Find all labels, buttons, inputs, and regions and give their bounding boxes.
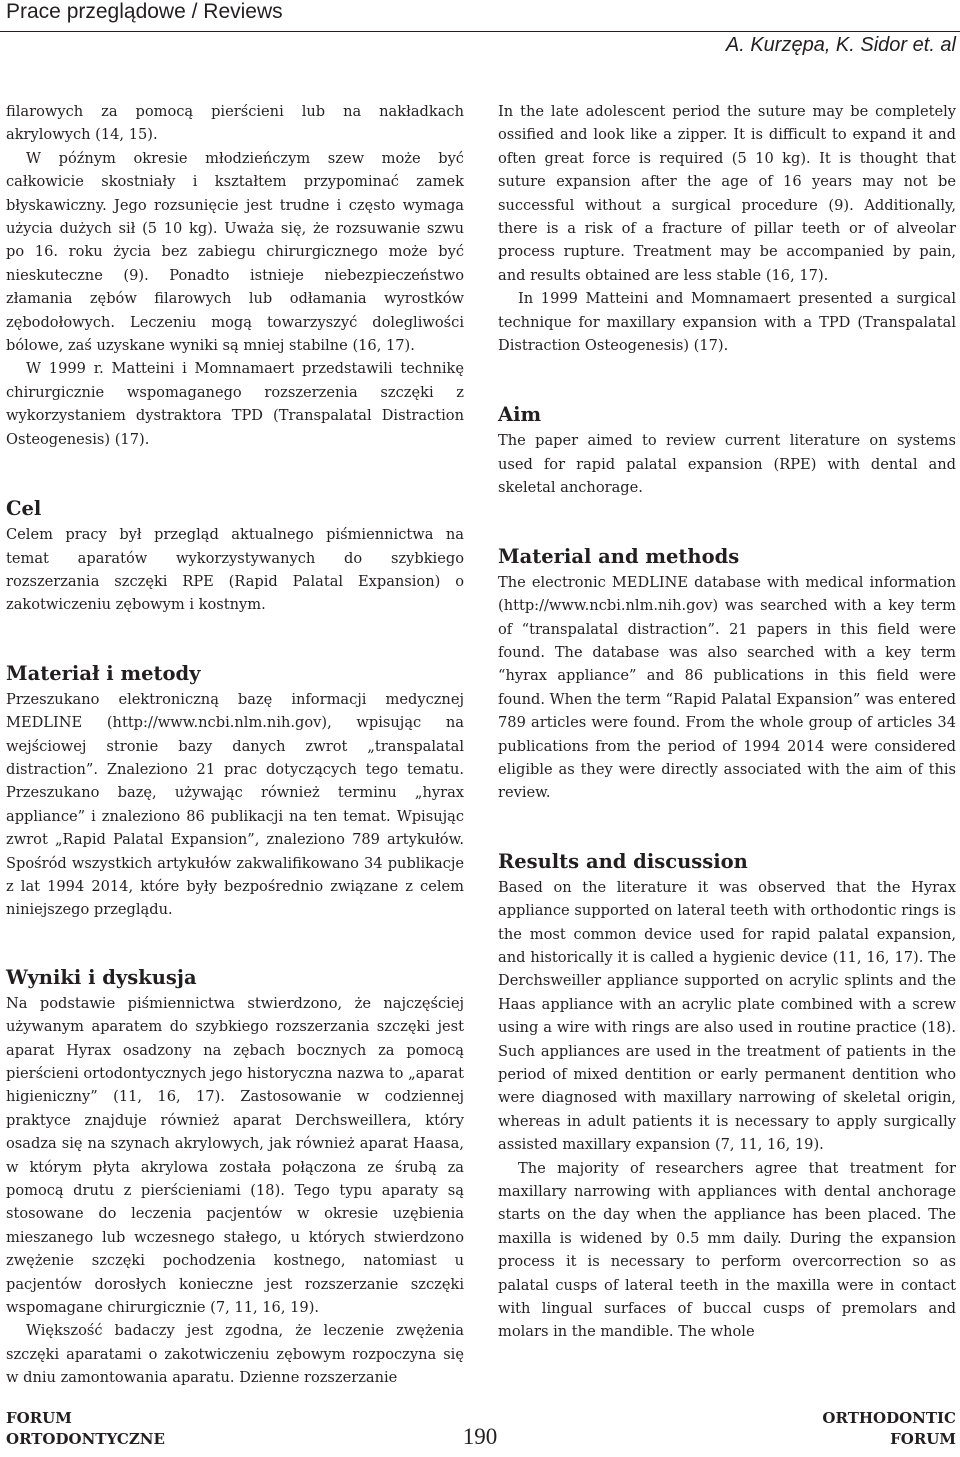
footer-line: FORUM (6, 1409, 72, 1427)
paragraph: Na podstawie piśmiennictwa stwierdzono, że najczęściej używanym aparatem do szybkiego rozszerzania szczęki jest aparat Hyrax osadzony na zębach bocznych za pomocą pierścieni ortodontycznych jego historyczna nazwa to „aparat higieniczny” (11, 16, 17). Zastosowanie w codziennej praktyce znajduje również aparat Derchsweillera, który osadza się na szynach akrylowych, jak również aparat Haasa, w którym płyta akrylowa została połączona ze śrubą za pomocą drutu z pierścieniami (18). Tego typu aparaty są stosowane do leczenia pacjentów w okresie uzębienia mieszanego lub wczesnego stałego, u których stwierdzono zwężenie szczęki pochodzenia kostnego, natomiast u pacjentów dorosłych konieczne jest rozszerzanie szczęki wspomagane chirurgicznie (7, 11, 16, 19). (6, 994, 464, 1317)
paragraph: Celem pracy był przegląd aktualnego piśmiennictwa na temat aparatów wykorzystywanych do szybkiego rozszerzania szczęki RPE (Rapid Palatal Expansion) o zakotwiczeniu zębowym i kostnym. (6, 526, 464, 614)
paragraph: Przeszukano elektroniczną bazę informacji medycznej MEDLINE (http://www.ncbi.nlm.nih.gov), wpisując na wejściowej stronie bazy danych zwrot „transpalatal distraction”. Znaleziono 21 prac dotyczących tego tematu. Przeszukano bazę, używając również terminu „hyrax appliance” i znaleziono 86 publikacji na ten temat. Wpisując zwrot „Rapid Palatal Expansion”, znaleziono 789 artykułów. Spośród wszystkich artykułów zakwalifikowano 34 publikacje z lat 1994 2014, które były bezpośrednio związane z celem niniejszego przeglądu. (6, 690, 464, 919)
footer-journal-polish (6, 1408, 165, 1450)
section-heading-wyniki: Wyniki i dyskusja (6, 965, 197, 989)
page-number: 190 (462, 1424, 498, 1449)
paragraph: Based on the literature it was observed that the Hyrax appliance supported on lateral teeth with orthodontic rings is the most common device used for rapid palatal expansion, and historically it is called a hygienic device (11, 16, 17). The Derchsweiller appliance supported on acrylic splints and the Haas appliance with an acrylic plate combined with a screw using a wire with rings are also used in routine practice (18). Such appliances are used in the treatment of patients in the period of mixed dentition or early permanent dentition who were diagnosed with maxillary narrowing of skeletal origin, whereas in adult patients it is necessary to apply surgically assisted maxillary expansion (7, 11, 16, 19). (498, 878, 956, 1154)
header-divider (0, 31, 960, 32)
paragraph: The paper aimed to review current literature on systems used for rapid palatal expansion (RPE) with dental and skeletal anchorage. (498, 432, 956, 497)
paragraph: In 1999 Matteini and Momnamaert presented a surgical technique for maxillary expansion with a TPD (Transpalatal Distraction Osteogenesis) (17). (498, 290, 956, 355)
section-heading-cel: Cel (6, 497, 42, 521)
running-authors: A. Kurzępa, K. Sidor et. al (725, 34, 956, 56)
paragraph: The majority of researchers agree that treatment for maxillary narrowing with appliances with dental anchorage starts on the day when the appliance has been placed. The maxilla is widened by 0.5 mm daily. During the expansion process it is necessary to perform overcorrection so as palatal cusps of lateral teeth in the maxilla were in contact with lingual surfaces of buccal cusps of premolars and molars in the mandible. The whole (498, 1159, 956, 1341)
paragraph: The electronic MEDLINE database with medical information (http://www.ncbi.nlm.nih.gov) was searched with a key term of “transpalatal distraction”. 21 papers in this field were found. The database was also searched with a key term “hyrax appliance” and 86 publications in this field were found. When the term “Rapid Palatal Expansion” was entered 789 articles were found. From the whole group of articles 34 publications from the period of 1994 2014 were considered eligible as they were directly associated with the aim of this review. (498, 573, 956, 802)
footer-line: ORTODONTYCZNE (6, 1430, 165, 1448)
paragraph: Większość badaczy jest zgodna, że leczenie zwężenia szczęki aparatami o zakotwiczeniu zębowym rozpoczyna się w dniu zamontowania aparatu. Dzienne rozszerzanie (6, 1322, 464, 1387)
left-column-polish (6, 100, 464, 1390)
right-column-english (498, 100, 956, 1344)
journal-section-header: Prace przeglądowe / Reviews (6, 0, 283, 23)
paragraph: In the late adolescent period the suture may be completely ossified and look like a zipper. It is difficult to expand it and often great force is required (5 10 kg). It is thought that suture expansion after the age of 16 years may not be successful without a surgical procedure (9). Additionally, there is a risk of a fracture of pillar teeth or of alveolar process rupture. Treatment may be accompanied by pain, and results obtained are less stable (16, 17). (498, 103, 956, 284)
paragraph: filarowych za pomocą pierścieni lub na nakładkach akrylowych (14, 15). (6, 103, 464, 144)
footer-journal-english (822, 1408, 956, 1450)
paragraph: W późnym okresie młodzieńczym szew może być całkowicie skostniały i kształtem przypominać zamek błyskawiczny. Jego rozsunięcie jest trudne i często wymaga użycia dużych sił (5 10 kg). Uważa się, że rozsuwanie szwu po 16. roku życia bez zabiegu chirurgicznego może być nieskuteczne (9). Ponadto istnieje niebezpieczeństwo złamania zębów filarowych lub odłamania wyrostków zębodołowych. Leczeniu mogą towarzyszyć dolegliwości bólowe, zaś uzyskane wyniki są mniej stabilne (16, 17). (6, 149, 464, 355)
section-heading-results: Results and discussion (498, 849, 748, 873)
section-heading-material: Materiał i metody (6, 661, 201, 685)
section-heading-aim: Aim (498, 403, 542, 427)
paragraph: W 1999 r. Matteini i Momnamaert przedstawili technikę chirurgicznie wspomaganego rozszerzenia szczęki z wykorzystaniem dystraktora TPD (Transpalatal Distraction Osteogenesis) (17). (6, 360, 464, 448)
footer-line: ORTHODONTIC (822, 1409, 956, 1427)
section-heading-methods: Material and methods (498, 544, 740, 568)
footer-line: FORUM (890, 1430, 956, 1448)
